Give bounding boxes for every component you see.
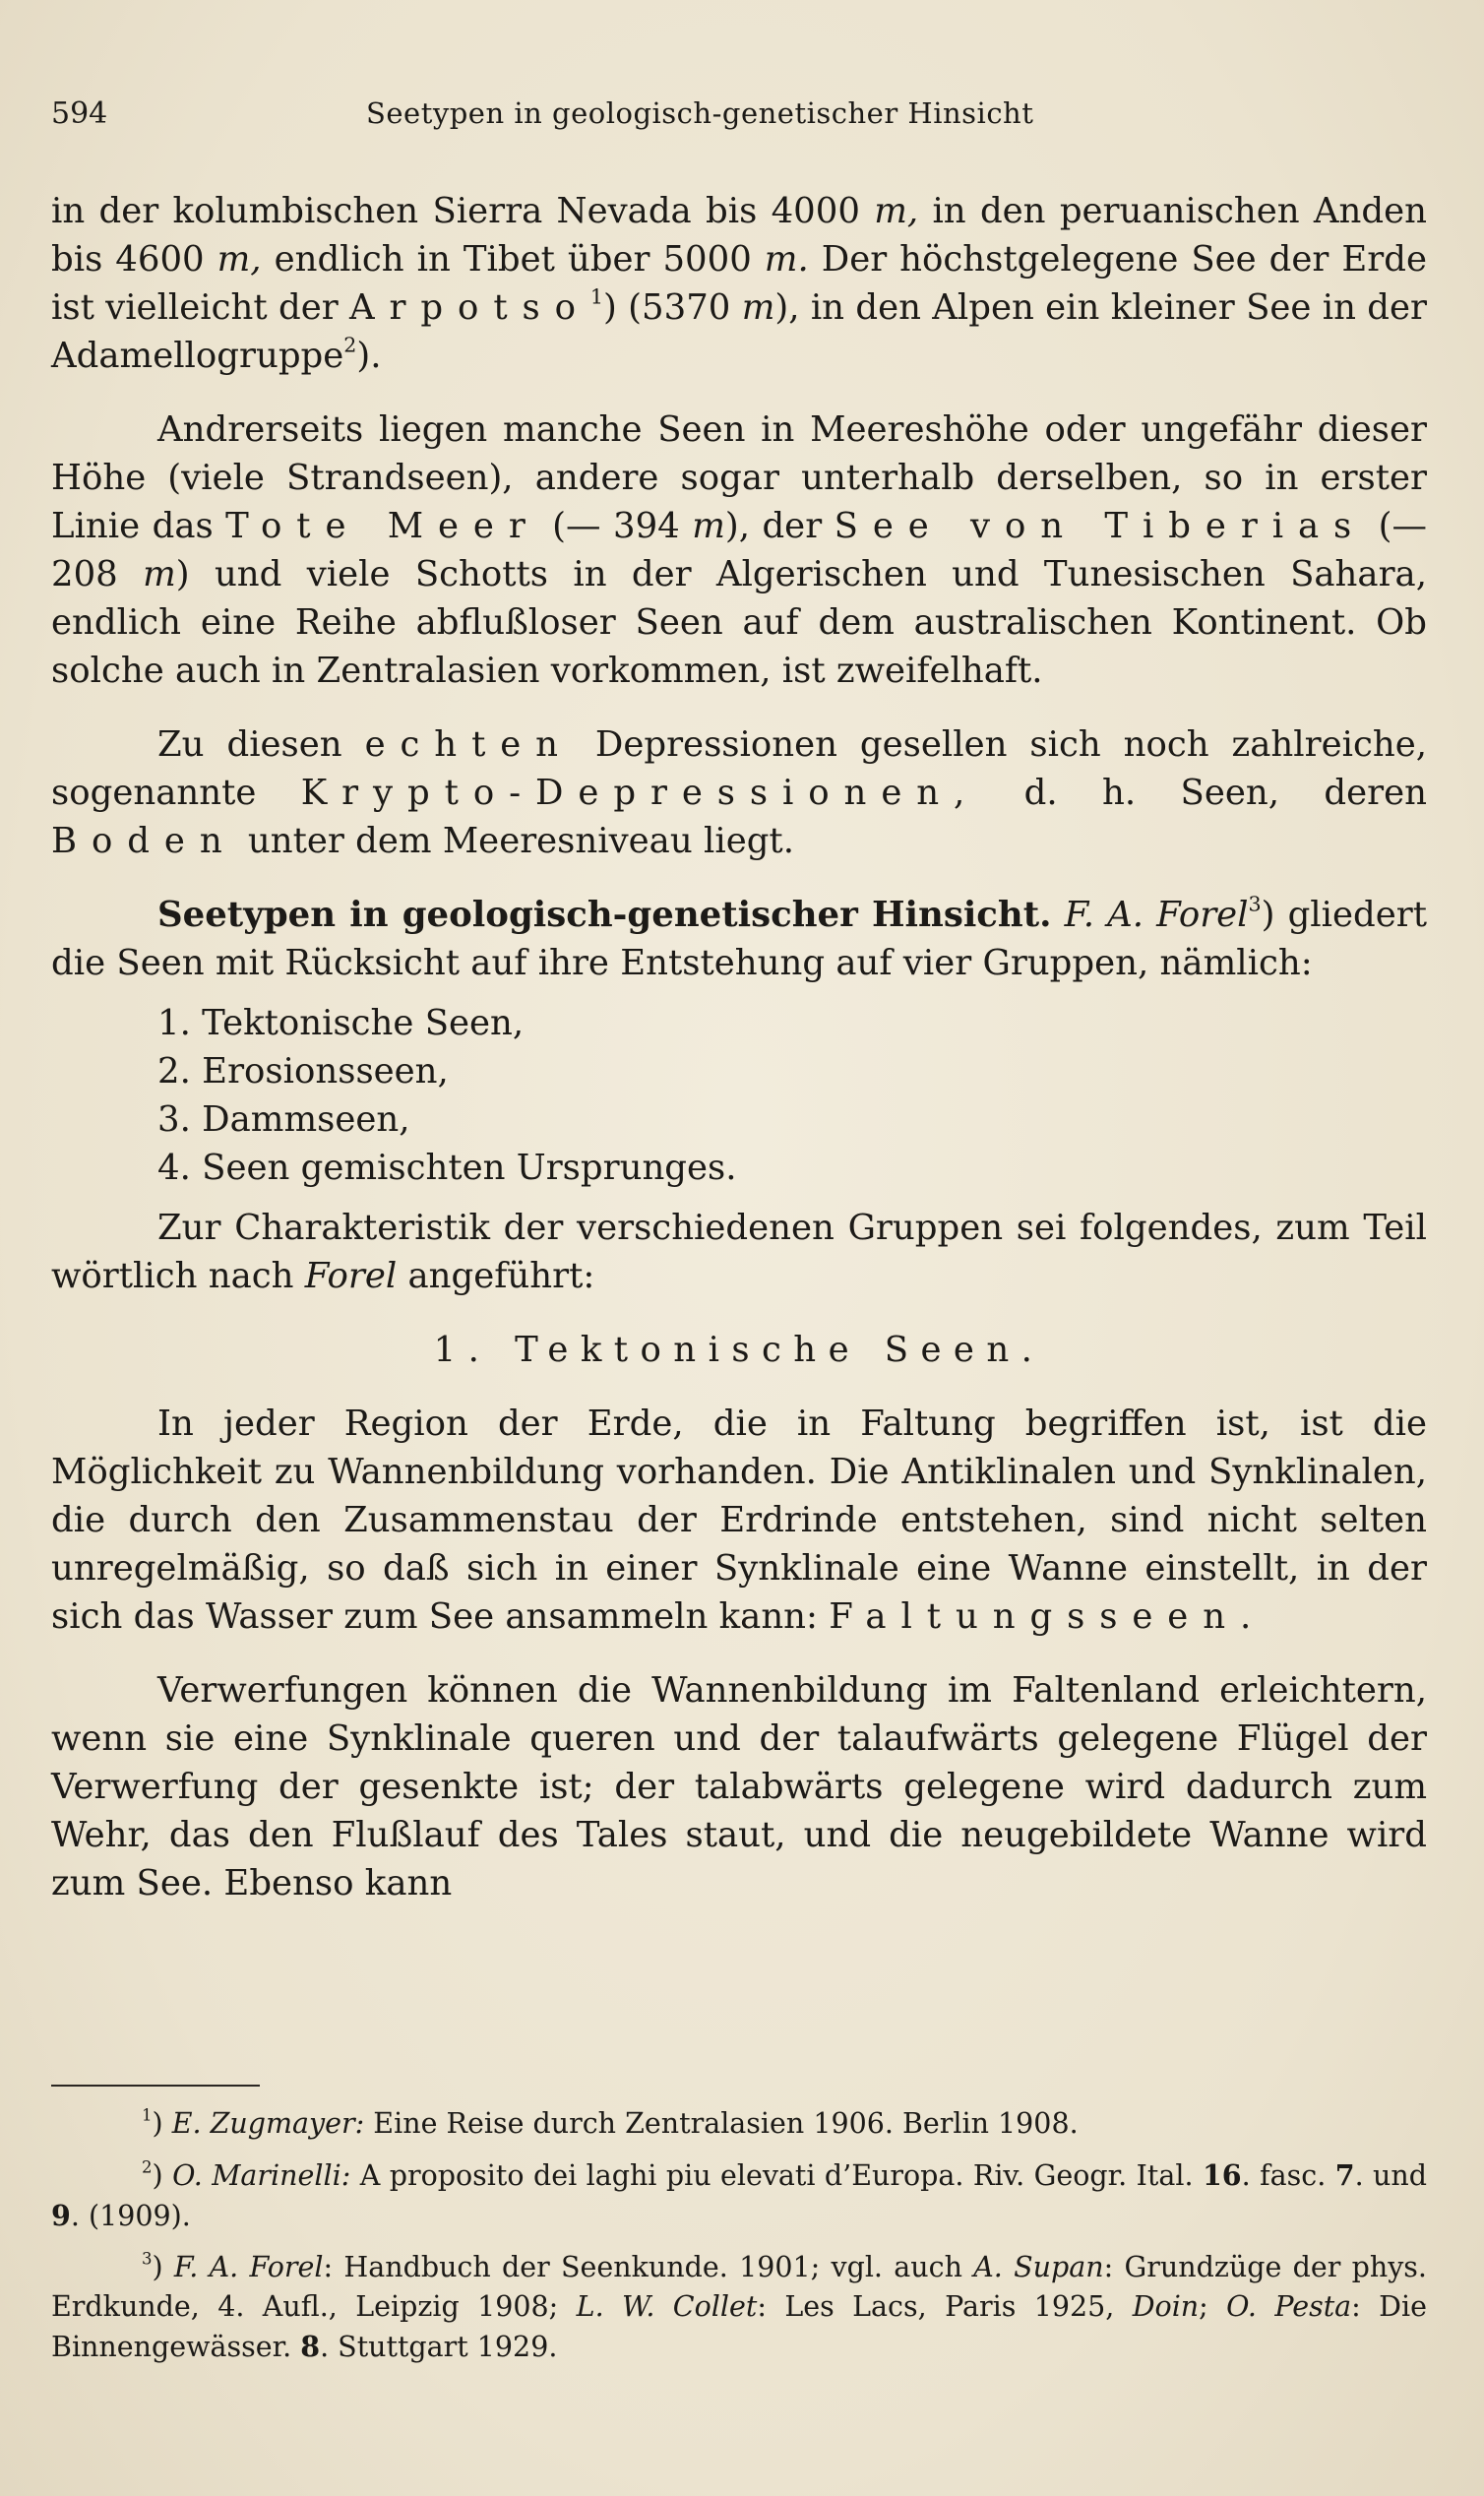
- spaced-echten: echten: [364, 724, 573, 765]
- spaced-see-von-tiberias: See von Tiberias: [834, 506, 1367, 546]
- paragraph-characteristics: Zur Charakteristik der verschiedenen Gruppen sei folgendes, zum Teil wörtlich nach Forel angeführt:: [51, 1208, 1427, 1296]
- list-item: 2. Erosionsseen,: [157, 1051, 449, 1092]
- spaced-tote-meer: Tote Meer: [225, 506, 540, 546]
- footnote-1: $^1$) E. Zugmayer: Eine Reise durch Zentralasien 1906. Berlin 1908.: [142, 2105, 1079, 2140]
- paragraph-altitude: in der kolumbischen Sierra Nevada bis 4000 m, in den peruanischen Anden bis 4600 m, endlich in Tibet über 5000 m. Der höchstgelegene See der Erde ist vielleicht der Arpotso$^1$) (5370 m), in den Alpen ein kleiner See in der Adamellogruppe$^2$).: [51, 191, 1427, 376]
- paragraph-classification: Seetypen in geologisch-genetischer Hinsicht. F. A. Forel$^3$) gliedert die Seen mit Rücksicht auf ihre Entstehung auf vier Gruppen, nämlich:: [51, 892, 1427, 983]
- list-item: 1. Tektonische Seen,: [157, 1003, 525, 1043]
- paragraph-krypto: Zu diesen echten Depressionen gesellen sich noch zahlreiche, sogenannte Krypto-Depressionen, d. h. Seen, deren Boden unter dem Meeresniveau liegt.: [51, 724, 1428, 861]
- spaced-faltungsseen: Faltungsseen.: [829, 1596, 1267, 1637]
- paragraph-depressions: Andrerseits liegen manche Seen in Meereshöhe oder ungefähr dieser Höhe (viele Strandseen), andere sogar unterhalb derselben, so in erster Linie das Tote Meer (— 394 m), der See von Tiberias (— 208 m) und viele Schotts in der Algerischen und Tunesischen Sahara, endlich eine Reihe abflußloser Seen auf dem australischen Kontinent. Ob solche auch in Zentralasien vorkommen, ist zweifelhaft.: [51, 409, 1427, 691]
- footnote-ref-3: 3: [1248, 892, 1262, 916]
- section-heading: 1. Tektonische Seen.: [433, 1330, 1045, 1370]
- paragraph-faults: Verwerfungen können die Wannenbildung im Faltenland erleichtern, wenn sie eine Synklinale queren und der talaufwärts gelegene Flügel der Verwerfung der gesenkte ist; der talabwärts gelegene wird dadurch zum Wehr, das den Flußlauf des Tales staut, und die neugebildete Wanne wird zum See. Ebenso kann: [51, 1670, 1427, 1903]
- spaced-krypto-depressionen: Krypto-Depressionen,: [300, 773, 980, 813]
- list-item: 3. Dammseen,: [157, 1099, 410, 1140]
- spaced-boden: Boden: [51, 821, 237, 861]
- spaced-arpotso: Arpotso: [348, 287, 590, 328]
- author-forel: F. A. Forel: [1064, 895, 1249, 935]
- footnote-ref-1: 1: [589, 284, 604, 309]
- footnote-ref-2: 2: [343, 333, 357, 357]
- lake-groups-list: [51, 999, 1427, 1192]
- list-item: 4. Seen gemischten Ursprunges.: [157, 1148, 737, 1188]
- page-body: [51, 187, 1427, 1907]
- paragraph-folding: In jeder Region der Erde, die in Faltung begriffen ist, ist die Möglichkeit zu Wannenbildung vorhanden. Die Antiklinalen und Synklinalen, die durch den Zusammenstau der Erdrinde entstehen, sind nicht selten unregelmäßig, so daß sich in einer Synklinale eine Wanne einstellt, in der sich das Wasser zum See ansammeln kann: Faltungsseen.: [51, 1404, 1427, 1637]
- page-header: [51, 96, 1429, 140]
- page-number: 594: [51, 96, 108, 131]
- footnote-3: $^3$) F. A. Forel: Handbuch der Seenkunde. 1901; vgl. auch A. Supan: Grundzüge der phys. Erdkunde, 4. Aufl., Leipzig 1908; L. W. Collet: Les Lacs, Paris 1925, Doin; O. Pesta: Die Binnengewässer. 8. Stuttgart 1929.: [51, 2249, 1427, 2363]
- section-run-in-heading: Seetypen in geologisch-genetischer Hinsicht.: [157, 895, 1052, 935]
- footnote-2: $^2$) O. Marinelli: A proposito dei laghi piu elevati d’Europa. Riv. Geogr. Ital. 16. fasc. 7. und 9. (1909).: [51, 2157, 1427, 2232]
- footnote-separator: [51, 2085, 260, 2087]
- footnotes: [51, 2104, 1427, 2379]
- running-title: Seetypen in geologisch-genetischer Hinsicht: [366, 96, 1034, 130]
